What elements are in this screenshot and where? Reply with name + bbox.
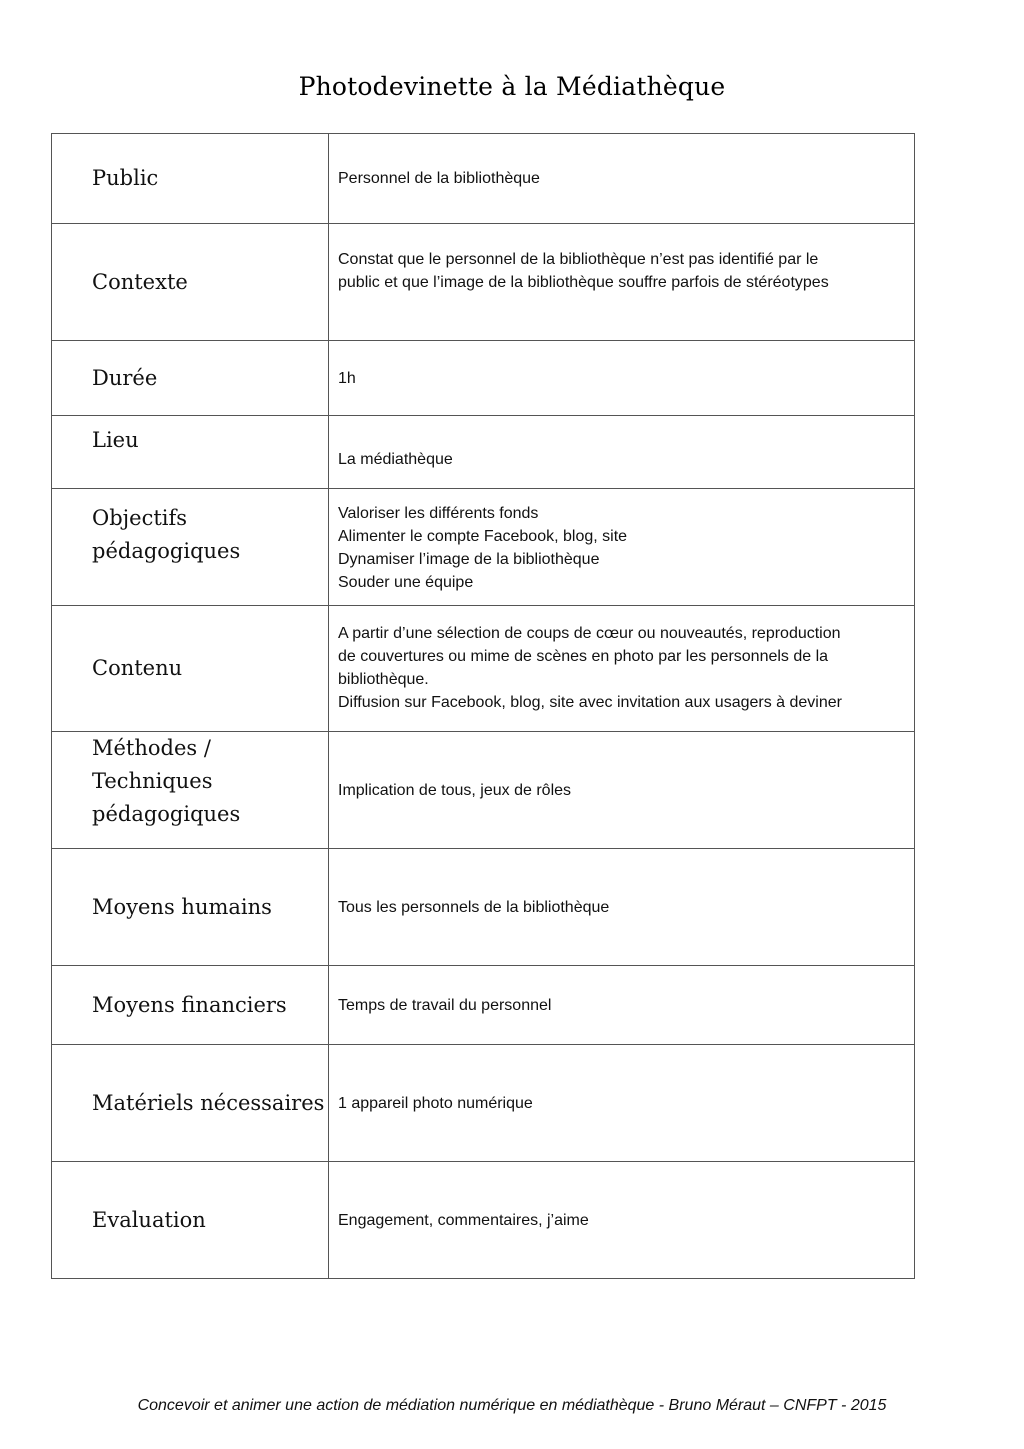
table-row-moyens-financiers: [52, 966, 915, 1045]
row-label-moyens-humains: [52, 849, 329, 966]
row-value-evaluation: [329, 1162, 915, 1279]
activity-sheet-table: [51, 133, 915, 1279]
row-value-line: Constat que le personnel de la bibliothèque n’est pas identifié par le: [338, 251, 819, 268]
row-value-line: bibliothèque.: [338, 671, 429, 688]
table-row-contexte: [52, 224, 915, 341]
row-label-line: Contexte: [92, 269, 188, 294]
row-label-moyens-financiers: [52, 966, 329, 1045]
table-row-duree: [52, 341, 915, 416]
row-value-line: Implication de tous, jeux de rôles: [338, 781, 572, 799]
row-label-lieu: [52, 416, 329, 489]
row-value-objectifs: [329, 489, 915, 606]
row-value-line: 1 appareil photo numérique: [338, 1094, 533, 1112]
row-value-duree: [329, 341, 915, 416]
row-value-line: Temps de travail du personnel: [338, 996, 552, 1014]
row-value-public: [329, 134, 915, 224]
row-label-line: Objectifs: [92, 506, 188, 530]
table-row-public: [52, 134, 915, 224]
row-value-line: A partir d’une sélection de coups de cœur ou nouveautés, reproduction: [338, 625, 841, 642]
row-label-materiels: [52, 1045, 329, 1162]
row-value-line: Diffusion sur Facebook, blog, site avec invitation aux usagers à deviner: [338, 694, 842, 711]
row-label-line: Public: [92, 166, 159, 190]
row-label-contenu: [52, 606, 329, 732]
row-value-moyens-humains: [329, 849, 915, 966]
row-label-evaluation: [52, 1162, 329, 1279]
page-title: Photodevinette à la Médiathèque: [298, 72, 726, 101]
table-row-objectifs: [52, 489, 915, 606]
table-row-evaluation: [52, 1162, 915, 1279]
table-row-contenu: [52, 606, 915, 732]
row-value-line: Tous les personnels de la bibliothèque: [338, 898, 610, 916]
row-label-line: pédagogiques: [92, 802, 241, 826]
row-value-line: Valoriser les différents fonds: [338, 505, 539, 522]
row-label-line: Moyens financiers: [92, 992, 287, 1017]
row-value-line: de couvertures ou mime de scènes en photo par les personnels de la: [338, 648, 829, 665]
row-value-line: Souder une équipe: [338, 574, 474, 591]
row-label-line: Contenu: [92, 656, 183, 680]
row-value-contexte: [329, 224, 915, 341]
row-label-line: Techniques: [92, 769, 213, 793]
page-footer: Concevoir et animer une action de médiation numérique en médiathèque - Bruno Méraut – CNFPT - 2015: [137, 1397, 887, 1414]
row-label-line: Evaluation: [92, 1207, 206, 1232]
row-label-duree: [52, 341, 329, 416]
row-label-objectifs: [52, 489, 329, 606]
row-label-public: [52, 134, 329, 224]
row-label-line: Lieu: [92, 428, 139, 452]
row-label-line: pédagogiques: [92, 539, 241, 563]
table-row-materiels: [52, 1045, 915, 1162]
row-label-line: Durée: [92, 365, 158, 390]
row-value-methodes: [329, 732, 915, 849]
row-value-line: Personnel de la bibliothèque: [338, 170, 540, 187]
table-row-moyens-humains: [52, 849, 915, 966]
row-label-line: Matériels nécessaires: [92, 1090, 325, 1115]
row-value-materiels: [329, 1045, 915, 1162]
row-value-line: Dynamiser l’image de la bibliothèque: [338, 551, 600, 568]
row-value-moyens-financiers: [329, 966, 915, 1045]
row-value-line: Alimenter le compte Facebook, blog, site: [338, 528, 628, 545]
row-value-contenu: [329, 606, 915, 732]
row-label-line: Moyens humains: [92, 894, 272, 919]
row-value-lieu: [329, 416, 915, 489]
row-value-line: 1h: [338, 369, 356, 387]
table-row-lieu: [52, 416, 915, 489]
row-value-line: La médiathèque: [338, 450, 453, 468]
row-label-line: Méthodes /: [92, 736, 211, 760]
table-row-methodes: [52, 732, 915, 849]
row-value-line: Engagement, commentaires, j’aime: [338, 1211, 589, 1229]
row-label-contexte: [52, 224, 329, 341]
row-value-line: public et que l’image de la bibliothèque souffre parfois de stéréotypes: [338, 274, 829, 291]
row-label-methodes: [52, 732, 329, 849]
